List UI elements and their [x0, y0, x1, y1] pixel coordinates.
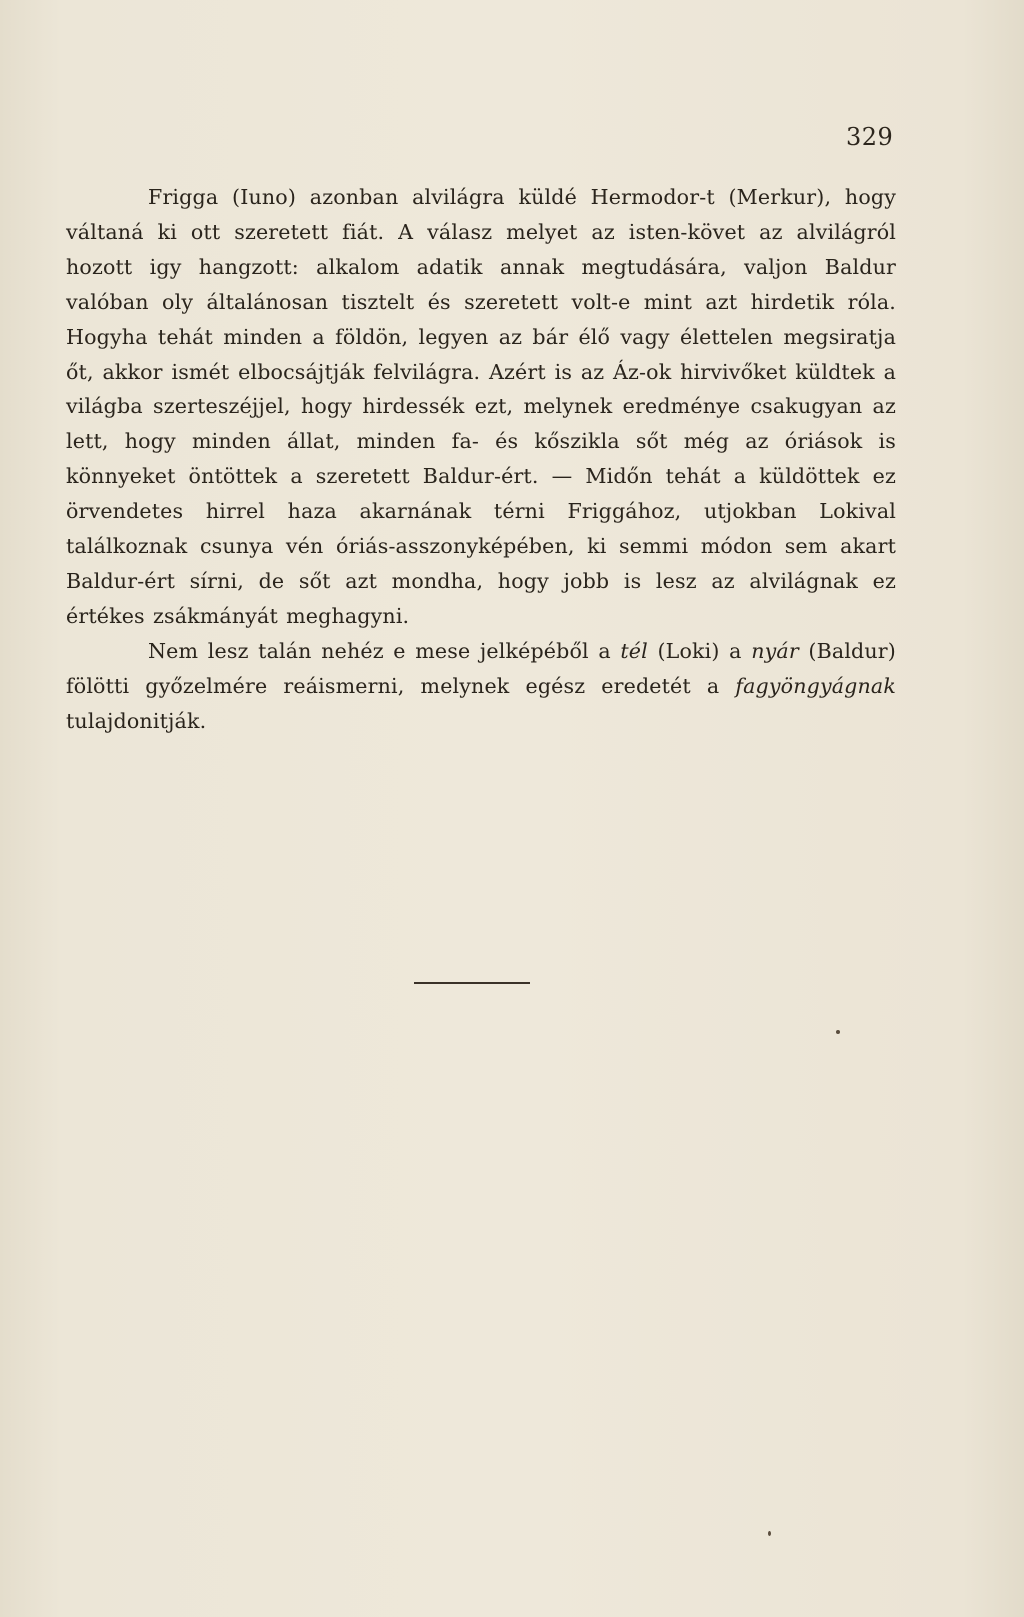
paragraph-interpretation — [66, 634, 896, 739]
emphasis-nyar: nyár — [751, 638, 799, 663]
section-divider — [414, 982, 530, 984]
body-text — [66, 180, 896, 739]
text-run: tulajdonitják. — [66, 708, 207, 733]
paragraph-frigga-text: Frigga (Iuno) azonban alvilágra küldé Hermodor-t (Merkur), hogy váltaná ki ott szeretett fiát. A válasz melyet az isten-követ az alvilágról hozott igy hangzott: alkalom adatik annak megtudására, valjon Baldur valóban oly általánosan tisztelt és szeretett volt-e mint azt hirdetik róla. Hogyha tehát minden a földön, legyen az bár élő vagy élettelen megsiratja őt, akkor ismét elbocsájtják felvilágra. Azért is az Áz-ok hirvivőket küldtek a világba szerteszéjjel, hogy hirdessék ezt, melynek eredménye csakugyan az lett, hogy minden állat, minden fa- és kőszikla sőt még az óriások is könnyeket öntöttek a szeretett Baldur-ért. — Midőn tehát a küldöttek ez örvendetes hirrel haza akarnának térni Friggához, utjokban Lokival találkoznak csunya vén óriás-asszonyképében, ki semmi módon sem akart Baldur-ért sírni, de sőt azt mondha, hogy jobb is lesz az alvilágnak ez értékes zsákmányát meghagyni. — [66, 185, 896, 628]
text-run: (Loki) a — [647, 638, 752, 663]
paragraph-frigga — [66, 180, 896, 634]
paper-speck — [768, 1531, 771, 1536]
text-run: Nem lesz talán nehéz e mese jelképéből a — [148, 638, 621, 663]
page-number: 329 — [846, 123, 894, 151]
paper-speck — [836, 1030, 840, 1034]
emphasis-tel: tél — [620, 638, 648, 663]
text-run: (Baldur) fölötti győzelmére reáismerni, melynek egész eredetét a — [66, 638, 896, 698]
emphasis-fagyongyag: fagyöngyágnak — [735, 673, 896, 698]
